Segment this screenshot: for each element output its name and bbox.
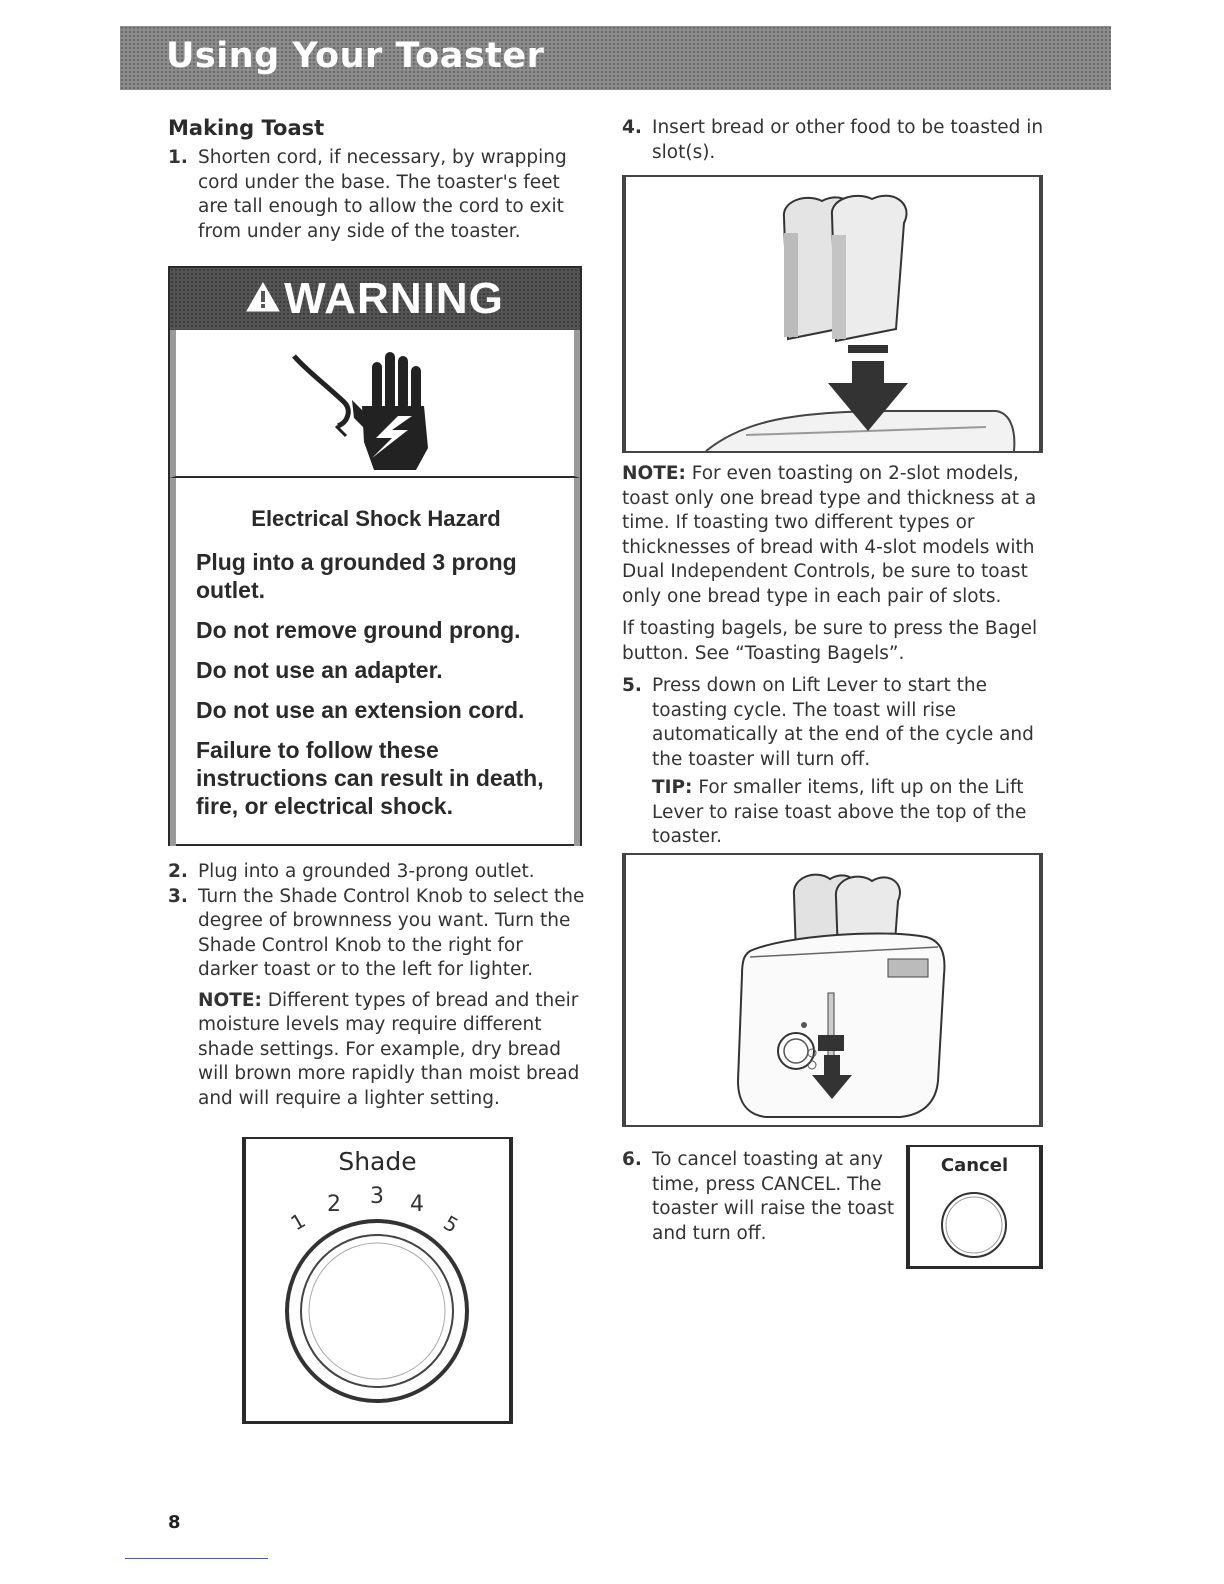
step-number: 4.	[622, 117, 642, 138]
warning-line: Do not use an adapter.	[196, 657, 443, 683]
shade-mark: 1	[286, 1208, 310, 1236]
cancel-button-icon	[910, 1147, 1039, 1266]
step-text: Shorten cord, if necessary, by wrapping cord under the base. The toaster's feet are tall enough to allow the cord to exit from under any side of the toaster.	[198, 147, 567, 242]
right-column-middle	[622, 462, 1047, 850]
warning-line: Failure to follow these instructions can result in death, fire, or electrical shock.	[196, 737, 544, 819]
left-column	[168, 116, 588, 244]
note-even-toasting	[622, 462, 1047, 609]
note-text: Different types of bread and their moisture levels may require different shade settings. For example, dry bread will brown more rapidly than moist bread and will require a lighter setting.	[198, 989, 580, 1109]
shade-mark: 5	[439, 1210, 463, 1238]
step-number: 6.	[622, 1149, 642, 1170]
step-text: Insert bread or other food to be toasted in slot(s).	[652, 117, 1044, 163]
step-number: 5.	[622, 675, 642, 696]
note-text: For even toasting on 2-slot models, toast only one bread type and thickness at a time. If toasting two different types or thicknesses of bread with 4-slot models with Dual Independent Controls, be sure to toast only one bread type in each pair of slots.	[622, 463, 1037, 607]
shock-hazard-hand-icon	[176, 330, 578, 476]
note-label: NOTE:	[622, 463, 686, 484]
warning-body	[170, 478, 580, 846]
footer-rule	[125, 1558, 268, 1559]
bagel-note: If toasting bagels, be sure to press the Bagel button. See “Toasting Bagels”.	[622, 618, 1038, 664]
warning-header	[170, 268, 580, 330]
hazard-title: Electrical Shock Hazard	[251, 506, 501, 531]
step-number: 1.	[168, 147, 188, 168]
warning-triangle-icon	[246, 281, 280, 317]
step-2	[168, 860, 588, 885]
toaster-lift-lever-icon	[626, 855, 1039, 1125]
step-text: Plug into a grounded 3-prong outlet.	[198, 861, 535, 882]
right-column-top	[622, 116, 1047, 165]
insert-bread-figure	[622, 175, 1043, 453]
step-6-block	[622, 1148, 902, 1246]
section-banner	[120, 26, 1111, 90]
making-toast-heading: Making Toast	[168, 116, 325, 140]
warning-line: Do not use an extension cord.	[196, 697, 525, 723]
step-text: Press down on Lift Lever to start the toasting cycle. The toast will rise automatically at the end of the cycle and the toaster will turn off.	[652, 675, 1034, 770]
note-shade	[198, 989, 588, 1112]
shade-knob-icon	[246, 1139, 509, 1421]
left-column-lower	[168, 860, 588, 1111]
cancel-label: Cancel	[940, 1155, 1009, 1176]
warning-icon-area	[170, 330, 580, 478]
warning-word: WARNING	[284, 274, 504, 323]
toaster-lever-figure	[622, 853, 1043, 1127]
warning-line: Do not remove ground prong.	[196, 617, 521, 643]
section-title: Using Your Toaster	[166, 36, 545, 76]
step-1	[168, 146, 588, 244]
warning-line: Plug into a grounded 3 prong outlet.	[196, 549, 517, 603]
note-label: NOTE:	[198, 989, 262, 1011]
cancel-button-figure	[906, 1145, 1043, 1269]
step-text: To cancel toasting at any time, press CANCEL. The toaster will raise the toast and turn off.	[652, 1149, 895, 1244]
shade-label: Shade	[338, 1147, 417, 1176]
shade-mark: 2	[327, 1192, 341, 1217]
step-3	[168, 885, 588, 983]
shade-knob-figure	[242, 1137, 513, 1424]
step-4	[622, 116, 1047, 165]
step-5	[622, 674, 1047, 772]
tip-text: For smaller items, lift up on the Lift Lever to raise toast above the top of the toaster.	[652, 777, 1027, 847]
tip-lift-lever	[652, 776, 1047, 850]
bread-into-slot-icon	[626, 177, 1039, 451]
step-number: 3.	[168, 885, 188, 907]
tip-label: TIP:	[652, 777, 693, 798]
step-6	[622, 1148, 902, 1246]
shade-mark: 3	[370, 1184, 384, 1209]
step-number: 2.	[168, 861, 188, 882]
step-text: Turn the Shade Control Knob to select the degree of brownness you want. Turn the Shade Control Knob to the right for darker toast or to the left for lighter.	[198, 885, 585, 980]
warning-box	[168, 266, 582, 846]
page-number: 8	[168, 1512, 181, 1533]
shade-mark: 4	[410, 1192, 424, 1217]
